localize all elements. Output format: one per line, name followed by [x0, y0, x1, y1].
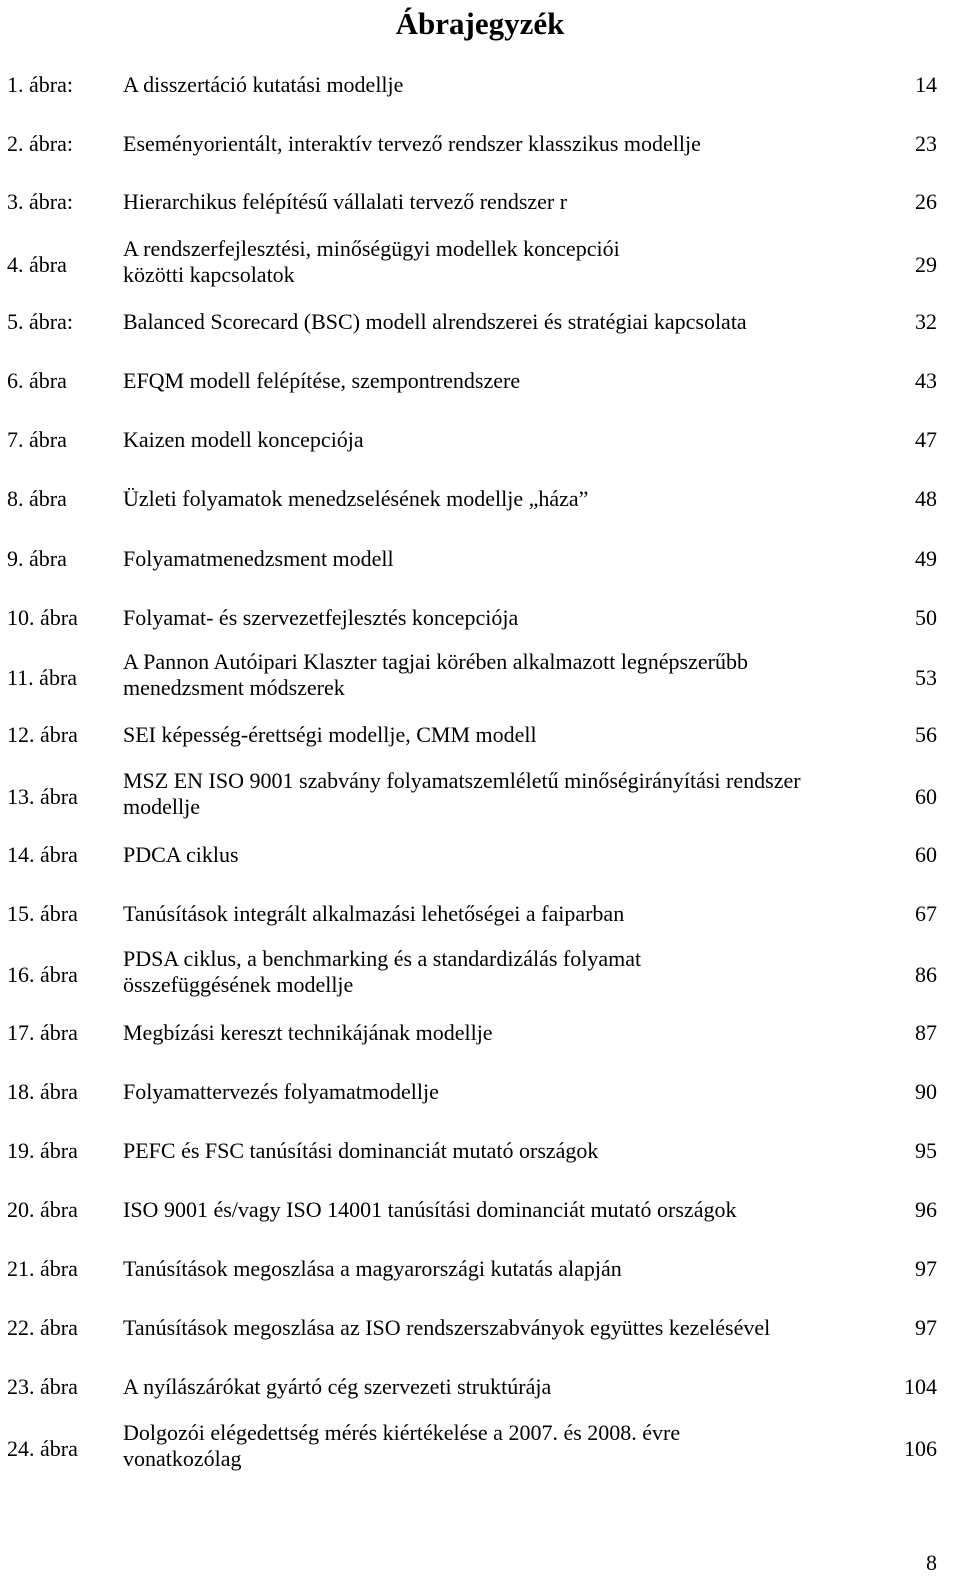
- figure-caption: Hierarchikus felépítésű vállalati tervező rendszer r: [123, 189, 568, 214]
- figure-number: 21. ábra: [7, 1256, 78, 1281]
- figure-caption: A Pannon Autóipari Klaszter tagjai körében alkalmazott legnépszerűbb menedzsment módszerek: [123, 649, 748, 700]
- figure-page: 26: [915, 189, 937, 214]
- figure-caption: Folyamat- és szervezetfejlesztés koncepciója: [123, 605, 519, 630]
- figure-page: 67: [915, 901, 937, 926]
- figure-page: 32: [915, 309, 937, 334]
- figure-number: 7. ábra: [7, 427, 67, 452]
- page-title: Ábrajegyzék: [395, 6, 565, 41]
- figure-number: 2. ábra:: [7, 131, 73, 156]
- figure-page: 47: [915, 427, 937, 452]
- figure-number: 3. ábra:: [7, 189, 73, 214]
- figure-page: 50: [915, 605, 937, 630]
- figure-number: 18. ábra: [7, 1079, 78, 1104]
- figure-page: 97: [915, 1256, 937, 1281]
- figure-page: 29: [915, 252, 937, 277]
- figure-caption: Tanúsítások megoszlása az ISO rendszerszabványok együttes kezelésével: [123, 1315, 771, 1340]
- figure-caption: A disszertáció kutatási modellje: [123, 72, 404, 97]
- figure-page: 43: [915, 368, 937, 393]
- figure-caption: EFQM modell felépítése, szempontrendszere: [123, 368, 521, 393]
- figure-number: 13. ábra: [7, 784, 78, 809]
- figure-caption: Kaizen modell koncepciója: [123, 427, 364, 452]
- figure-number: 17. ábra: [7, 1020, 78, 1045]
- figure-number: 9. ábra: [7, 546, 67, 571]
- figure-number: 5. ábra:: [7, 309, 73, 334]
- figure-page: 53: [915, 665, 937, 690]
- figure-number: 24. ábra: [7, 1436, 78, 1461]
- figure-caption: PEFC és FSC tanúsítási dominanciát mutató országok: [123, 1138, 599, 1163]
- figure-caption: SEI képesség-érettségi modellje, CMM modell: [123, 722, 537, 747]
- figure-page: 106: [904, 1436, 937, 1461]
- figure-caption: MSZ EN ISO 9001 szabvány folyamatszemléletű minőségirányítási rendszer modellje: [123, 768, 801, 819]
- figure-caption: ISO 9001 és/vagy ISO 14001 tanúsítási dominanciát mutató országok: [123, 1197, 737, 1222]
- figure-number: 23. ábra: [7, 1374, 78, 1399]
- figure-page: 95: [915, 1138, 937, 1163]
- figure-caption: Megbízási kereszt technikájának modellje: [123, 1020, 493, 1045]
- figure-number: 4. ábra: [7, 252, 67, 277]
- figure-caption: Balanced Scorecard (BSC) modell alrendszerei és stratégiai kapcsolata: [123, 309, 747, 334]
- figure-caption: Tanúsítások megoszlása a magyarországi kutatás alapján: [123, 1256, 622, 1281]
- page-number: 8: [926, 1550, 937, 1575]
- figure-caption: Tanúsítások integrált alkalmazási lehetőségei a faiparban: [123, 901, 625, 926]
- figure-caption: A nyílászárókat gyártó cég szervezeti struktúrája: [123, 1374, 552, 1399]
- figure-page: 60: [915, 784, 937, 809]
- figure-caption: A rendszerfejlesztési, minőségügyi modellek koncepciói közötti kapcsolatok: [123, 236, 620, 287]
- figure-page: 87: [915, 1020, 937, 1045]
- figure-number: 11. ábra: [7, 665, 78, 690]
- figure-number: 14. ábra: [7, 842, 78, 867]
- figure-page: 48: [915, 486, 937, 511]
- figure-number: 10. ábra: [7, 605, 78, 630]
- figure-caption: Folyamattervezés folyamatmodellje: [123, 1079, 439, 1104]
- figure-caption: PDSA ciklus, a benchmarking és a standardizálás folyamat összefüggésének modellje: [123, 946, 642, 997]
- figure-page: 96: [915, 1197, 937, 1222]
- figure-caption: PDCA ciklus: [123, 842, 239, 867]
- figure-number: 1. ábra:: [7, 72, 73, 97]
- figure-page: 97: [915, 1315, 937, 1340]
- figure-caption: Dolgozói elégedettség mérés kiértékelése a 2007. és 2008. évre vonatkozólag: [123, 1420, 681, 1471]
- figure-number: 8. ábra: [7, 486, 67, 511]
- figure-number: 15. ábra: [7, 901, 78, 926]
- figure-page: 14: [915, 72, 937, 97]
- figure-page: 60: [915, 842, 937, 867]
- figure-caption: Üzleti folyamatok menedzselésének modellje „háza”: [123, 486, 589, 511]
- figure-page: 23: [915, 131, 937, 156]
- figure-caption: Folyamatmenedzsment modell: [123, 546, 394, 571]
- figure-page: 86: [915, 962, 937, 987]
- figure-number: 16. ábra: [7, 962, 78, 987]
- figure-number: 22. ábra: [7, 1315, 78, 1340]
- figure-number: 20. ábra: [7, 1197, 78, 1222]
- figure-number: 19. ábra: [7, 1138, 78, 1163]
- figure-page: 49: [915, 546, 937, 571]
- figure-page: 104: [904, 1374, 937, 1399]
- figure-number: 6. ábra: [7, 368, 67, 393]
- figure-caption: Eseményorientált, interaktív tervező rendszer klasszikus modellje: [123, 131, 701, 156]
- figure-number: 12. ábra: [7, 722, 78, 747]
- figure-page: 56: [915, 722, 937, 747]
- figure-page: 90: [915, 1079, 937, 1104]
